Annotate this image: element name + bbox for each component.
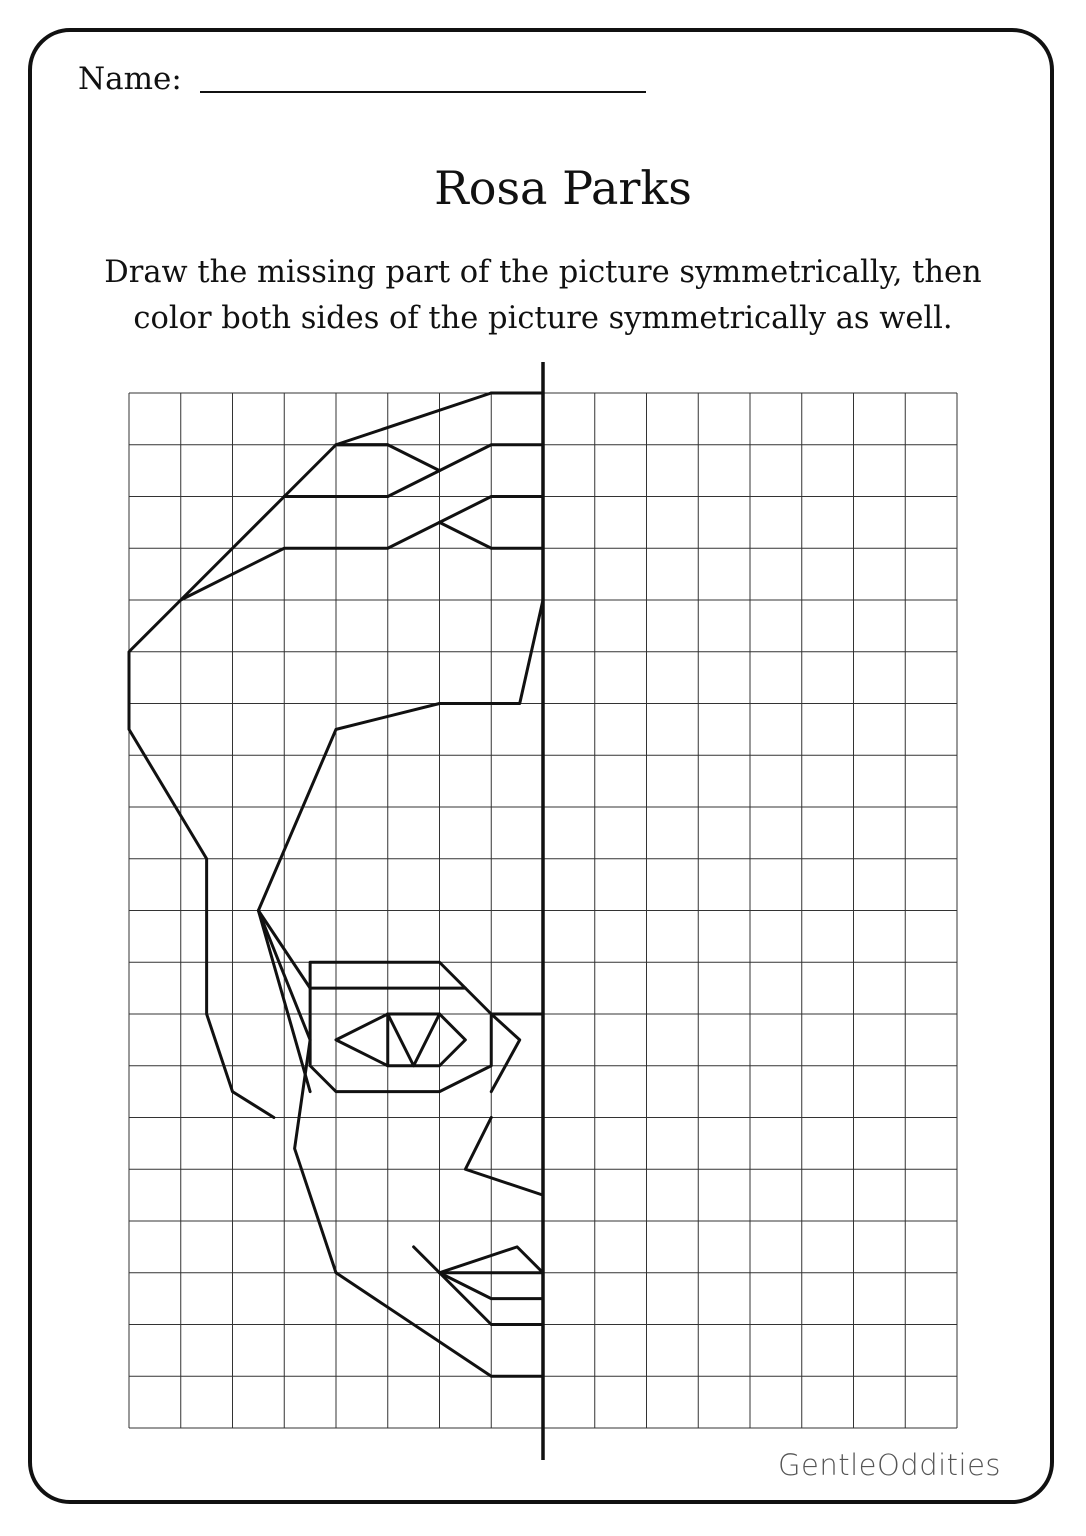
drawing-stroke xyxy=(465,1118,543,1196)
drawing-stroke xyxy=(388,1014,440,1066)
drawing-stroke xyxy=(258,911,543,1377)
name-label: Name: xyxy=(78,61,182,97)
drawing-stroke xyxy=(414,1247,440,1273)
worksheet-title: Rosa Parks xyxy=(434,161,692,215)
drawing-stroke xyxy=(491,1014,519,1092)
instructions-line-1: Draw the missing part of the picture symmetrically, then xyxy=(104,255,982,290)
instructions-line-2: color both sides of the picture symmetrically as well. xyxy=(133,301,953,336)
drawing-stroke xyxy=(465,988,543,1014)
drawing-stroke xyxy=(284,445,543,497)
brand-logo: GentleOddities xyxy=(778,1448,1002,1482)
